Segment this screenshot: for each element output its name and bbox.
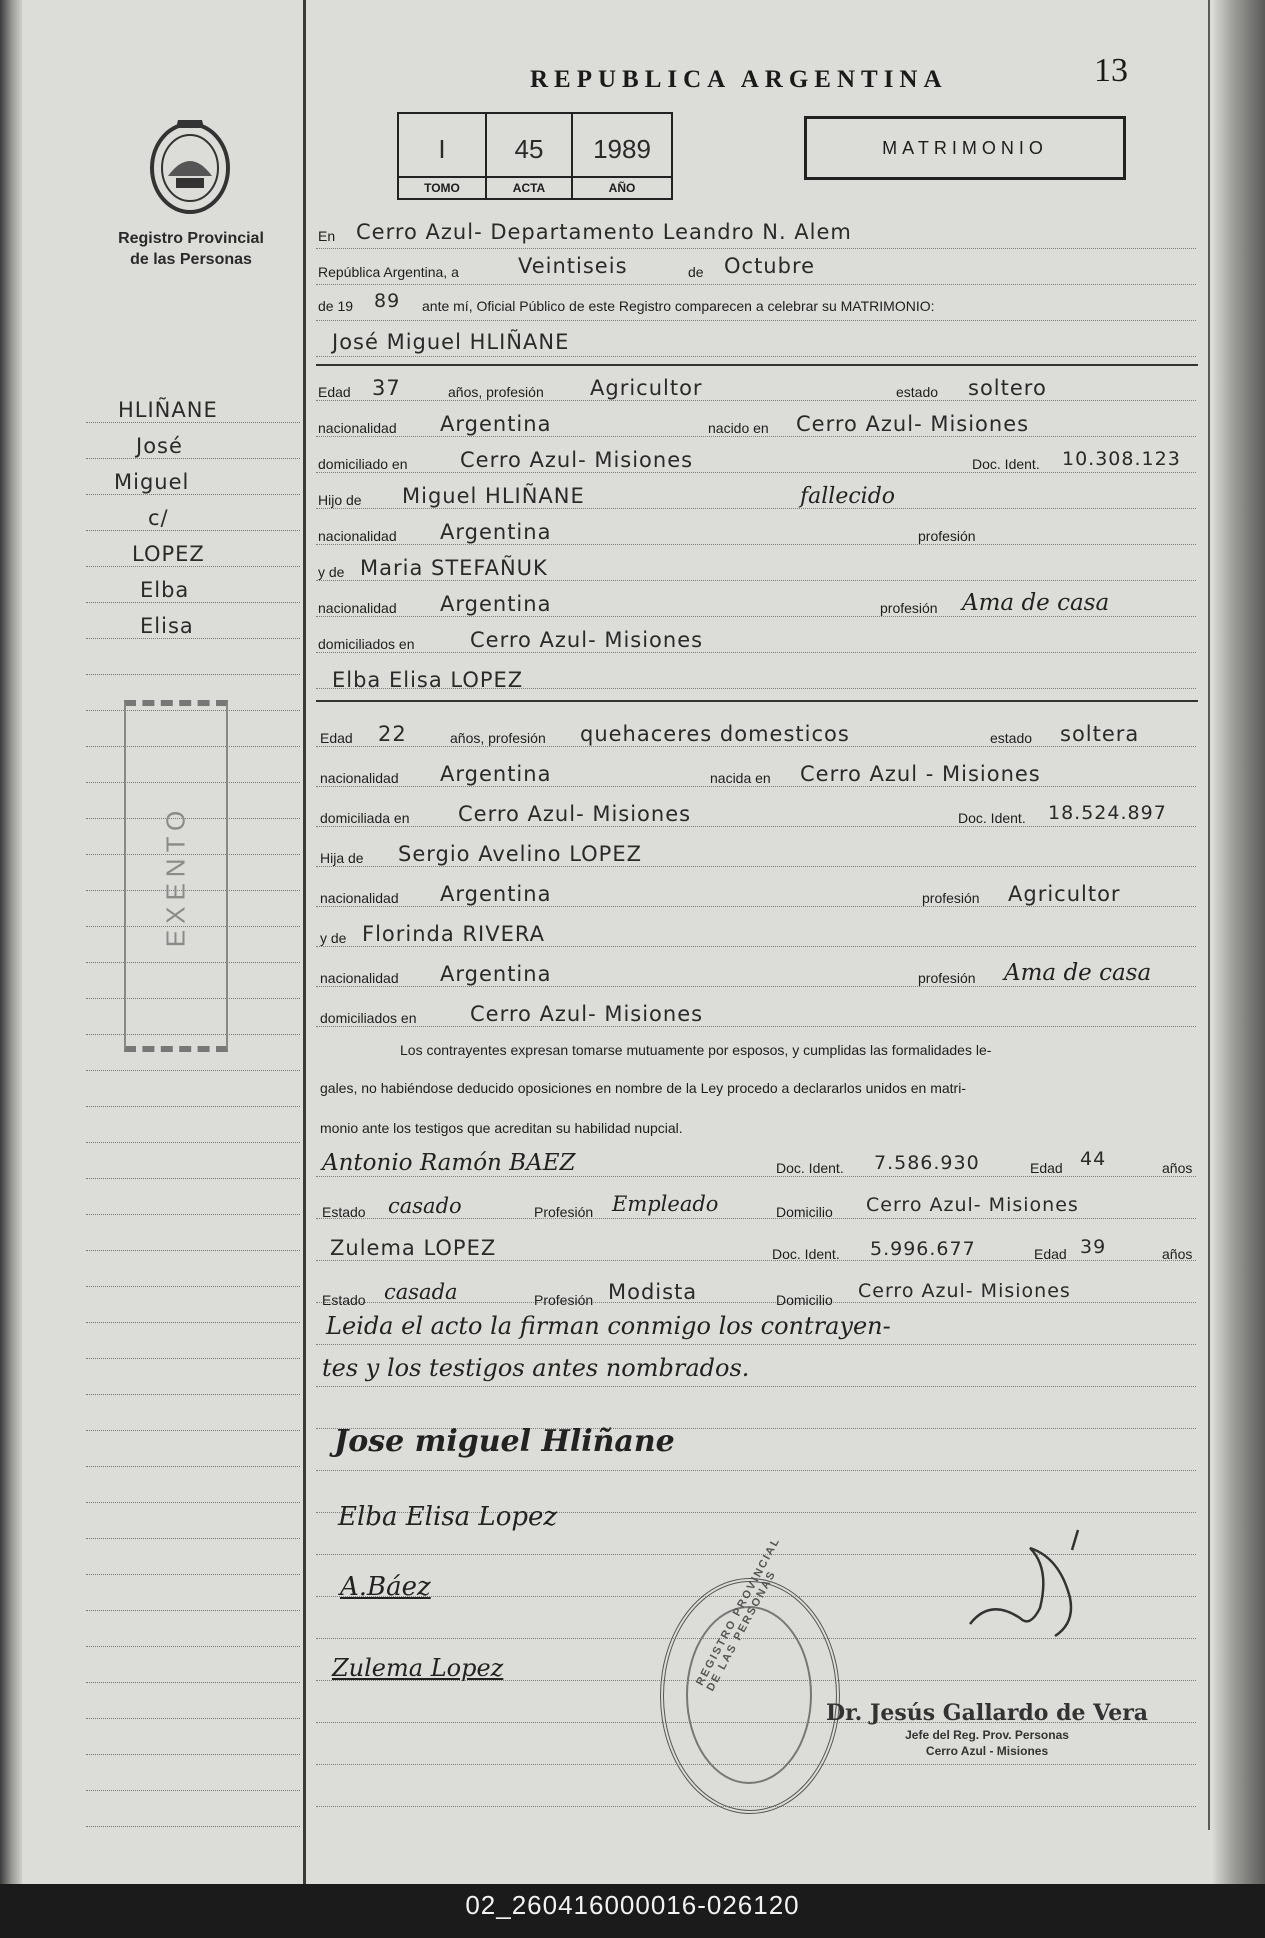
record-type-box: MATRIMONIO	[804, 116, 1126, 180]
bride-address: Cerro Azul- Misiones	[458, 802, 692, 826]
groom-nacido-label: nacido en	[708, 420, 769, 436]
groom-profesion-label: años, profesión	[448, 384, 544, 400]
groom-father-name: Miguel HLIÑANE	[402, 484, 585, 508]
book-binding	[0, 0, 22, 1884]
volume-record-year-box	[397, 112, 673, 200]
bride-domiciliada-label: domiciliada en	[320, 810, 410, 826]
witness1-signature: A.Báez	[340, 1572, 431, 1602]
margin-note-surname: HLIÑANE	[118, 398, 218, 422]
official-name: Dr. Jesús Gallardo de Vera	[826, 1700, 1149, 1726]
witness2-anios-label: años	[1162, 1246, 1193, 1262]
bride-doc-label: Doc. Ident.	[958, 810, 1026, 826]
groom-mother-name: Maria STEFAÑUK	[360, 556, 548, 580]
witness1-estado-label: Estado	[322, 1204, 366, 1220]
groom-father-profesion-label: profesión	[918, 528, 976, 544]
groom-document-number: 10.308.123	[1062, 448, 1181, 470]
witness1-document-number: 7.586.930	[874, 1152, 980, 1174]
seal-inner-ring	[686, 1606, 812, 1784]
witness1-marital-status: casado	[388, 1194, 462, 1218]
registry-name	[96, 228, 286, 270]
image-identifier: 02_260416000016-026120	[465, 1890, 800, 1920]
margin-note-first-name: José	[136, 434, 183, 458]
acta-label: ACTA	[487, 176, 571, 195]
groom-profession: Agricultor	[590, 376, 703, 400]
witness1-doc-label: Doc. Ident.	[776, 1160, 844, 1176]
bride-age: 22	[378, 722, 407, 746]
witness1-name: Antonio Ramón BAEZ	[322, 1150, 576, 1176]
groom-hijo-label: Hijo de	[318, 492, 362, 508]
witness2-name: Zulema LOPEZ	[330, 1236, 497, 1260]
margin-divider	[303, 0, 306, 1884]
margin-note-bride-first-name: Elba	[140, 578, 190, 602]
bride-mother-name: Florinda RIVERA	[362, 922, 545, 946]
official-signature-icon	[960, 1528, 1100, 1653]
anio-value: 1989	[593, 134, 651, 164]
acta-value: 45	[514, 134, 544, 164]
groom-parents-address: Cerro Azul- Misiones	[470, 628, 704, 652]
bride-document-number: 18.524.897	[1048, 802, 1167, 824]
bride-mother-nacionalidad-label: nacionalidad	[320, 970, 399, 986]
margin-note-with: c/	[148, 506, 169, 530]
groom-marital-status: soltero	[968, 376, 1047, 400]
de-label: de	[688, 264, 704, 280]
groom-estado-label: estado	[896, 384, 939, 400]
witness1-profesion-label: Profesión	[534, 1204, 594, 1220]
groom-mother-profession: Ama de casa	[962, 590, 1110, 616]
bride-hija-label: Hija de	[320, 850, 364, 866]
margin-note-middle-name: Miguel	[114, 470, 190, 494]
margin-note-bride-surname: LOPEZ	[132, 542, 205, 566]
country-title: REPUBLICA ARGENTINA	[530, 66, 948, 93]
groom-father-nationality: Argentina	[440, 520, 552, 544]
acta-cell	[487, 114, 573, 198]
en-label: En	[318, 228, 336, 244]
witness2-address: Cerro Azul- Misiones	[858, 1280, 1071, 1302]
witness2-doc-label: Doc. Ident.	[772, 1246, 840, 1262]
groom-birthplace: Cerro Azul- Misiones	[796, 412, 1030, 436]
bride-marital-status: soltera	[1060, 722, 1140, 746]
bride-estado-label: estado	[990, 730, 1033, 746]
groom-nationality: Argentina	[440, 412, 552, 436]
witness2-signature: Zulema Lopez	[332, 1654, 504, 1682]
witness1-anios-label: años	[1162, 1160, 1193, 1176]
bride-profesion-label: años, profesión	[450, 730, 546, 746]
bride-full-name: Elba Elisa LOPEZ	[332, 668, 524, 692]
year-suffix: 89	[374, 290, 401, 312]
witness2-estado-label: Estado	[322, 1292, 366, 1308]
intro-statement: ante mí, Oficial Público de este Registro comparecen a celebrar su MATRIMONIO:	[422, 298, 935, 314]
year-prefix: de 19	[318, 298, 354, 314]
groom-edad-label: Edad	[318, 384, 351, 400]
bride-father-profesion-label: profesión	[922, 890, 980, 906]
groom-father-nacionalidad-label: nacionalidad	[318, 528, 397, 544]
official-title: Jefe del Reg. Prov. Personas	[905, 1728, 1069, 1742]
groom-mother-nationality: Argentina	[440, 592, 552, 616]
anio-cell	[573, 114, 671, 198]
registry-seal	[660, 1535, 840, 1814]
bride-edad-label: Edad	[320, 730, 353, 746]
bride-profession: quehaceres domesticos	[580, 722, 850, 746]
witness2-domicilio-label: Domicilio	[776, 1292, 833, 1308]
bride-father-nacionalidad-label: nacionalidad	[320, 890, 399, 906]
bride-parents-address: Cerro Azul- Misiones	[470, 1002, 704, 1026]
groom-signature: Jose miguel Hliñane	[334, 1424, 675, 1459]
marriage-place: Cerro Azul- Departamento Leandro N. Alem	[356, 220, 852, 244]
witness1-address: Cerro Azul- Misiones	[866, 1194, 1079, 1216]
witness2-profesion-label: Profesión	[534, 1292, 594, 1308]
witness1-age: 44	[1080, 1148, 1107, 1170]
bride-father-nationality: Argentina	[440, 882, 552, 906]
exempt-stamp	[124, 700, 228, 1052]
bride-mother-profession: Ama de casa	[1004, 960, 1152, 986]
groom-domiciliado-label: domiciliado en	[318, 456, 408, 472]
bride-y-de-label: y de	[320, 930, 347, 946]
groom-mother-nacionalidad-label: nacionalidad	[318, 600, 397, 616]
exempt-stamp-text: EXENTO	[160, 804, 191, 948]
closing-line1: Leida el acto la firman conmigo los contrayen-	[326, 1312, 891, 1340]
declaration-line1: Los contrayentes expresan tomarse mutuamente por esposos, y cumplidas las formalidades le-	[400, 1042, 992, 1058]
marriage-month: Octubre	[724, 254, 816, 278]
tomo-value: I	[438, 134, 446, 164]
anio-label: AÑO	[573, 176, 671, 195]
bride-nacida-label: nacida en	[710, 770, 771, 786]
page-number: 13	[1094, 52, 1128, 89]
margin-note-bride-middle-name: Elisa	[140, 614, 194, 638]
bride-mother-nationality: Argentina	[440, 962, 552, 986]
groom-age: 37	[372, 376, 401, 400]
witness2-profession: Modista	[608, 1280, 698, 1304]
bride-parents-domiciliados-label: domiciliados en	[320, 1010, 417, 1026]
tomo-label: TOMO	[399, 176, 485, 195]
witness2-age: 39	[1080, 1236, 1107, 1258]
province-crest-icon	[146, 116, 234, 221]
official-place: Cerro Azul - Misiones	[925, 1744, 1049, 1758]
republica-label: República Argentina, a	[318, 264, 459, 280]
registry-name-line1: Registro Provincial	[118, 230, 264, 247]
marriage-day: Veintiseis	[518, 254, 628, 278]
frame-line	[1208, 0, 1210, 1830]
bride-nationality: Argentina	[440, 762, 552, 786]
groom-nacionalidad-label: nacionalidad	[318, 420, 397, 436]
groom-parents-domiciliados-label: domiciliados en	[318, 636, 415, 652]
page-edge	[1213, 0, 1265, 1884]
witness2-edad-label: Edad	[1034, 1246, 1067, 1262]
groom-full-name: José Miguel HLIÑANE	[332, 330, 570, 354]
closing-line2: tes y los testigos antes nombrados.	[322, 1354, 750, 1382]
bride-birthplace: Cerro Azul - Misiones	[800, 762, 1041, 786]
bride-father-name: Sergio Avelino LOPEZ	[398, 842, 642, 866]
tomo-cell	[399, 114, 487, 198]
seal-text: REGISTRO PROVINCIAL DE LAS PERSONAS	[694, 1535, 783, 1694]
declaration-line2: gales, no habiéndose deducido oposiciones en nombre de la Ley procedo a declararlos unidos en matri-	[320, 1080, 966, 1096]
groom-mother-profesion-label: profesión	[880, 600, 938, 616]
groom-y-de-label: y de	[318, 564, 345, 580]
witness1-domicilio-label: Domicilio	[776, 1204, 833, 1220]
official-stamp	[826, 1700, 1148, 1758]
witness2-marital-status: casada	[384, 1280, 458, 1304]
witness1-edad-label: Edad	[1030, 1160, 1063, 1176]
witness2-document-number: 5.996.677	[870, 1238, 976, 1260]
bride-signature: Elba Elisa Lopez	[338, 1502, 558, 1532]
groom-father-status: fallecido	[800, 484, 896, 509]
registry-name-line2: de las Personas	[130, 251, 252, 268]
witness1-profession: Empleado	[612, 1192, 719, 1216]
bride-nacionalidad-label: nacionalidad	[320, 770, 399, 786]
groom-doc-label: Doc. Ident.	[972, 456, 1040, 472]
groom-address: Cerro Azul- Misiones	[460, 448, 694, 472]
declaration-line3: monio ante los testigos que acreditan su habilidad nupcial.	[320, 1120, 683, 1136]
bride-mother-profesion-label: profesión	[918, 970, 976, 986]
bride-father-profession: Agricultor	[1008, 882, 1121, 906]
